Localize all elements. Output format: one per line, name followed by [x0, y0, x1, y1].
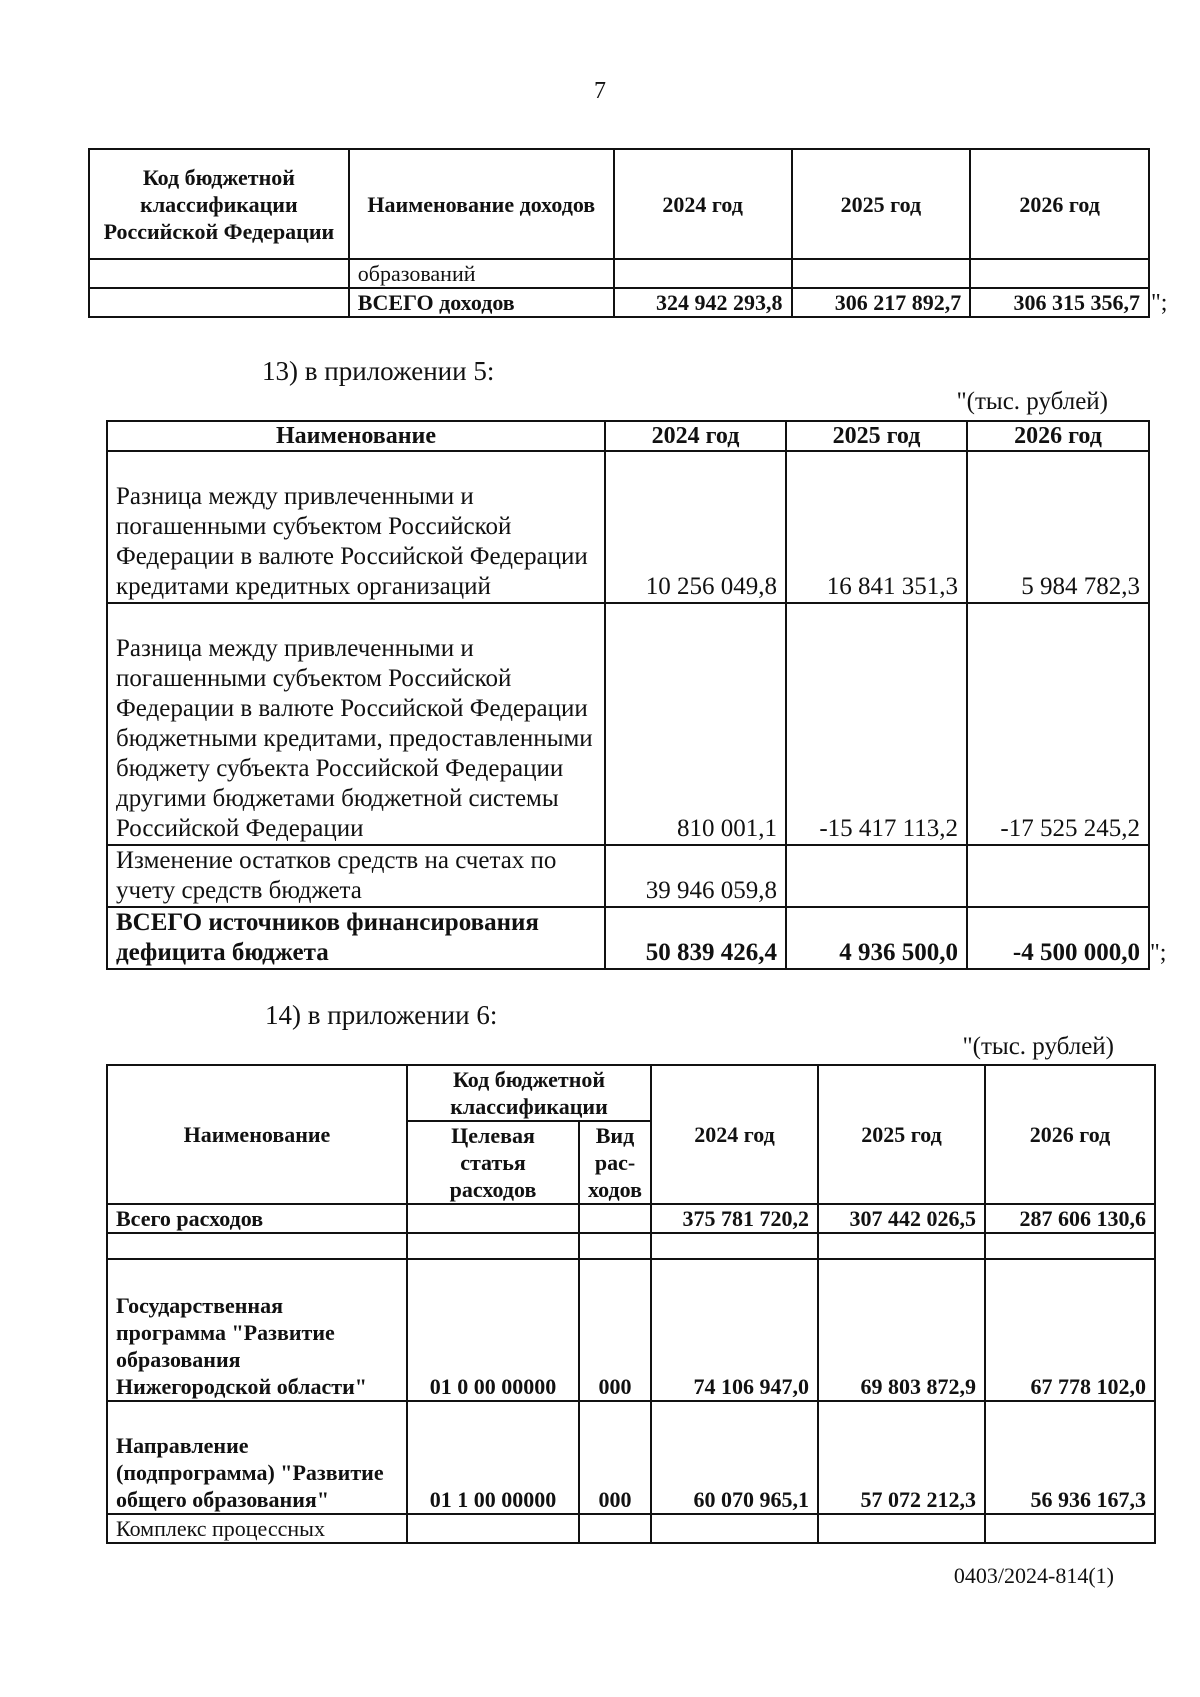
header-name: Наименование: [107, 421, 605, 451]
cell-2026: -17 525 245,2: [967, 603, 1149, 845]
header-target: Целевая статья расходов: [407, 1121, 579, 1204]
cell-kind: [579, 1514, 651, 1543]
cell-2024: 74 106 947,0: [651, 1259, 818, 1401]
cell-2025: 306 217 892,7: [792, 288, 971, 317]
cell-2025: 69 803 872,9: [818, 1259, 985, 1401]
cell-2026: [985, 1514, 1155, 1543]
cell-2024: 810 001,1: [605, 603, 786, 845]
cell-name: [107, 1233, 407, 1259]
header-kind: Вид рас-ходов: [579, 1121, 651, 1204]
cell-target: [407, 1514, 579, 1543]
cell-name: образований: [349, 259, 614, 288]
cell-2024: 60 070 965,1: [651, 1401, 818, 1514]
cell-target: 01 0 00 00000: [407, 1259, 579, 1401]
cell-target: [407, 1233, 579, 1259]
cell-2025: [786, 845, 967, 907]
cell-2026: [970, 259, 1149, 288]
cell-name: Всего расходов: [107, 1204, 407, 1233]
header-2025: 2025 год: [786, 421, 967, 451]
cell-name: Комплекс процессных: [107, 1514, 407, 1543]
cell-2024: [651, 1514, 818, 1543]
cell-code: [89, 288, 349, 317]
cell-kind: 000: [579, 1259, 651, 1401]
expenses-table: [106, 1064, 1156, 1544]
cell-2026: [967, 845, 1149, 907]
table1-closing: ";: [1151, 290, 1168, 316]
cell-name: Направление (подпрограмма) "Развитие общего образования": [107, 1401, 407, 1514]
header-code: Код бюджетной классификации Российской Федерации: [89, 149, 349, 259]
cell-2025: [818, 1233, 985, 1259]
header-income-name: Наименование доходов: [349, 149, 614, 259]
cell-name: ВСЕГО доходов: [349, 288, 614, 317]
cell-2024: [614, 259, 792, 288]
cell-kind: [579, 1233, 651, 1259]
cell-2024: 324 942 293,8: [614, 288, 792, 317]
table-row-total: [89, 288, 1149, 317]
cell-2024: 39 946 059,8: [605, 845, 786, 907]
cell-2026: 67 778 102,0: [985, 1259, 1155, 1401]
cell-name: Изменение остатков средств на счетах по учету средств бюджета: [107, 845, 605, 907]
cell-2024: [651, 1233, 818, 1259]
cell-name: Разница между привлеченными и погашенными субъектом Российской Федерации в валюте Российской Федерации бюджетными кредитами, предоставленными бюджету субъекта Российской Федерации другими бюджетами бюджетной системы Российской Федерации: [107, 603, 605, 845]
cell-kind: [579, 1204, 651, 1233]
header-code-group: Код бюджетной классификации: [407, 1065, 651, 1121]
cell-2026: 5 984 782,3: [967, 451, 1149, 603]
cell-2025: 57 072 212,3: [818, 1401, 985, 1514]
cell-2025: 307 442 026,5: [818, 1204, 985, 1233]
cell-2026: 56 936 167,3: [985, 1401, 1155, 1514]
cell-2025: -15 417 113,2: [786, 603, 967, 845]
table-row: [107, 845, 1149, 907]
document-number: 0403/2024-814(1): [953, 1563, 1114, 1588]
financing-table: [106, 420, 1150, 970]
header-2024: 2024 год: [605, 421, 786, 451]
cell-2026: -4 500 000,0: [967, 907, 1149, 969]
header-2024: 2024 год: [614, 149, 792, 259]
header-2026: 2026 год: [970, 149, 1149, 259]
cell-code: [89, 259, 349, 288]
cell-2026: [985, 1233, 1155, 1259]
header-name: Наименование: [107, 1065, 407, 1204]
section13-closing: ";: [1150, 940, 1167, 966]
section14-unit: "(тыс. рублей): [962, 1033, 1114, 1060]
page-number: 7: [594, 78, 606, 104]
cell-2025: 4 936 500,0: [786, 907, 967, 969]
header-2024: 2024 год: [651, 1065, 818, 1204]
table-row: [107, 1259, 1155, 1401]
cell-target: [407, 1204, 579, 1233]
cell-name: Государственная программа "Развитие образования Нижегородской области": [107, 1259, 407, 1401]
cell-2025: [818, 1514, 985, 1543]
cell-kind: 000: [579, 1401, 651, 1514]
header-2025: 2025 год: [792, 149, 971, 259]
income-table: [88, 148, 1150, 318]
cell-2026: 306 315 356,7: [970, 288, 1149, 317]
table-row: [107, 603, 1149, 845]
cell-2024: 375 781 720,2: [651, 1204, 818, 1233]
section14-heading: 14) в приложении 6:: [265, 1000, 498, 1030]
cell-2025: 16 841 351,3: [786, 451, 967, 603]
cell-2025: [792, 259, 971, 288]
section13-unit: "(тыс. рублей): [956, 388, 1108, 415]
table-row: [89, 259, 1149, 288]
cell-2026: 287 606 130,6: [985, 1204, 1155, 1233]
header-2026: 2026 год: [967, 421, 1149, 451]
table-row-empty: [107, 1233, 1155, 1259]
header-2026: 2026 год: [985, 1065, 1155, 1204]
cell-name: ВСЕГО источников финансирования дефицита бюджета: [107, 907, 605, 969]
header-2025: 2025 год: [818, 1065, 985, 1204]
table-row: [107, 1514, 1155, 1543]
table-row-total: [107, 1204, 1155, 1233]
section13-heading: 13) в приложении 5:: [262, 356, 495, 386]
cell-target: 01 1 00 00000: [407, 1401, 579, 1514]
table-row-total: [107, 907, 1149, 969]
table-row: [107, 451, 1149, 603]
table-row: [107, 1401, 1155, 1514]
cell-2024: 10 256 049,8: [605, 451, 786, 603]
cell-name: Разница между привлеченными и погашенными субъектом Российской Федерации в валюте Российской Федерации кредитами кредитных организаций: [107, 451, 605, 603]
cell-2024: 50 839 426,4: [605, 907, 786, 969]
